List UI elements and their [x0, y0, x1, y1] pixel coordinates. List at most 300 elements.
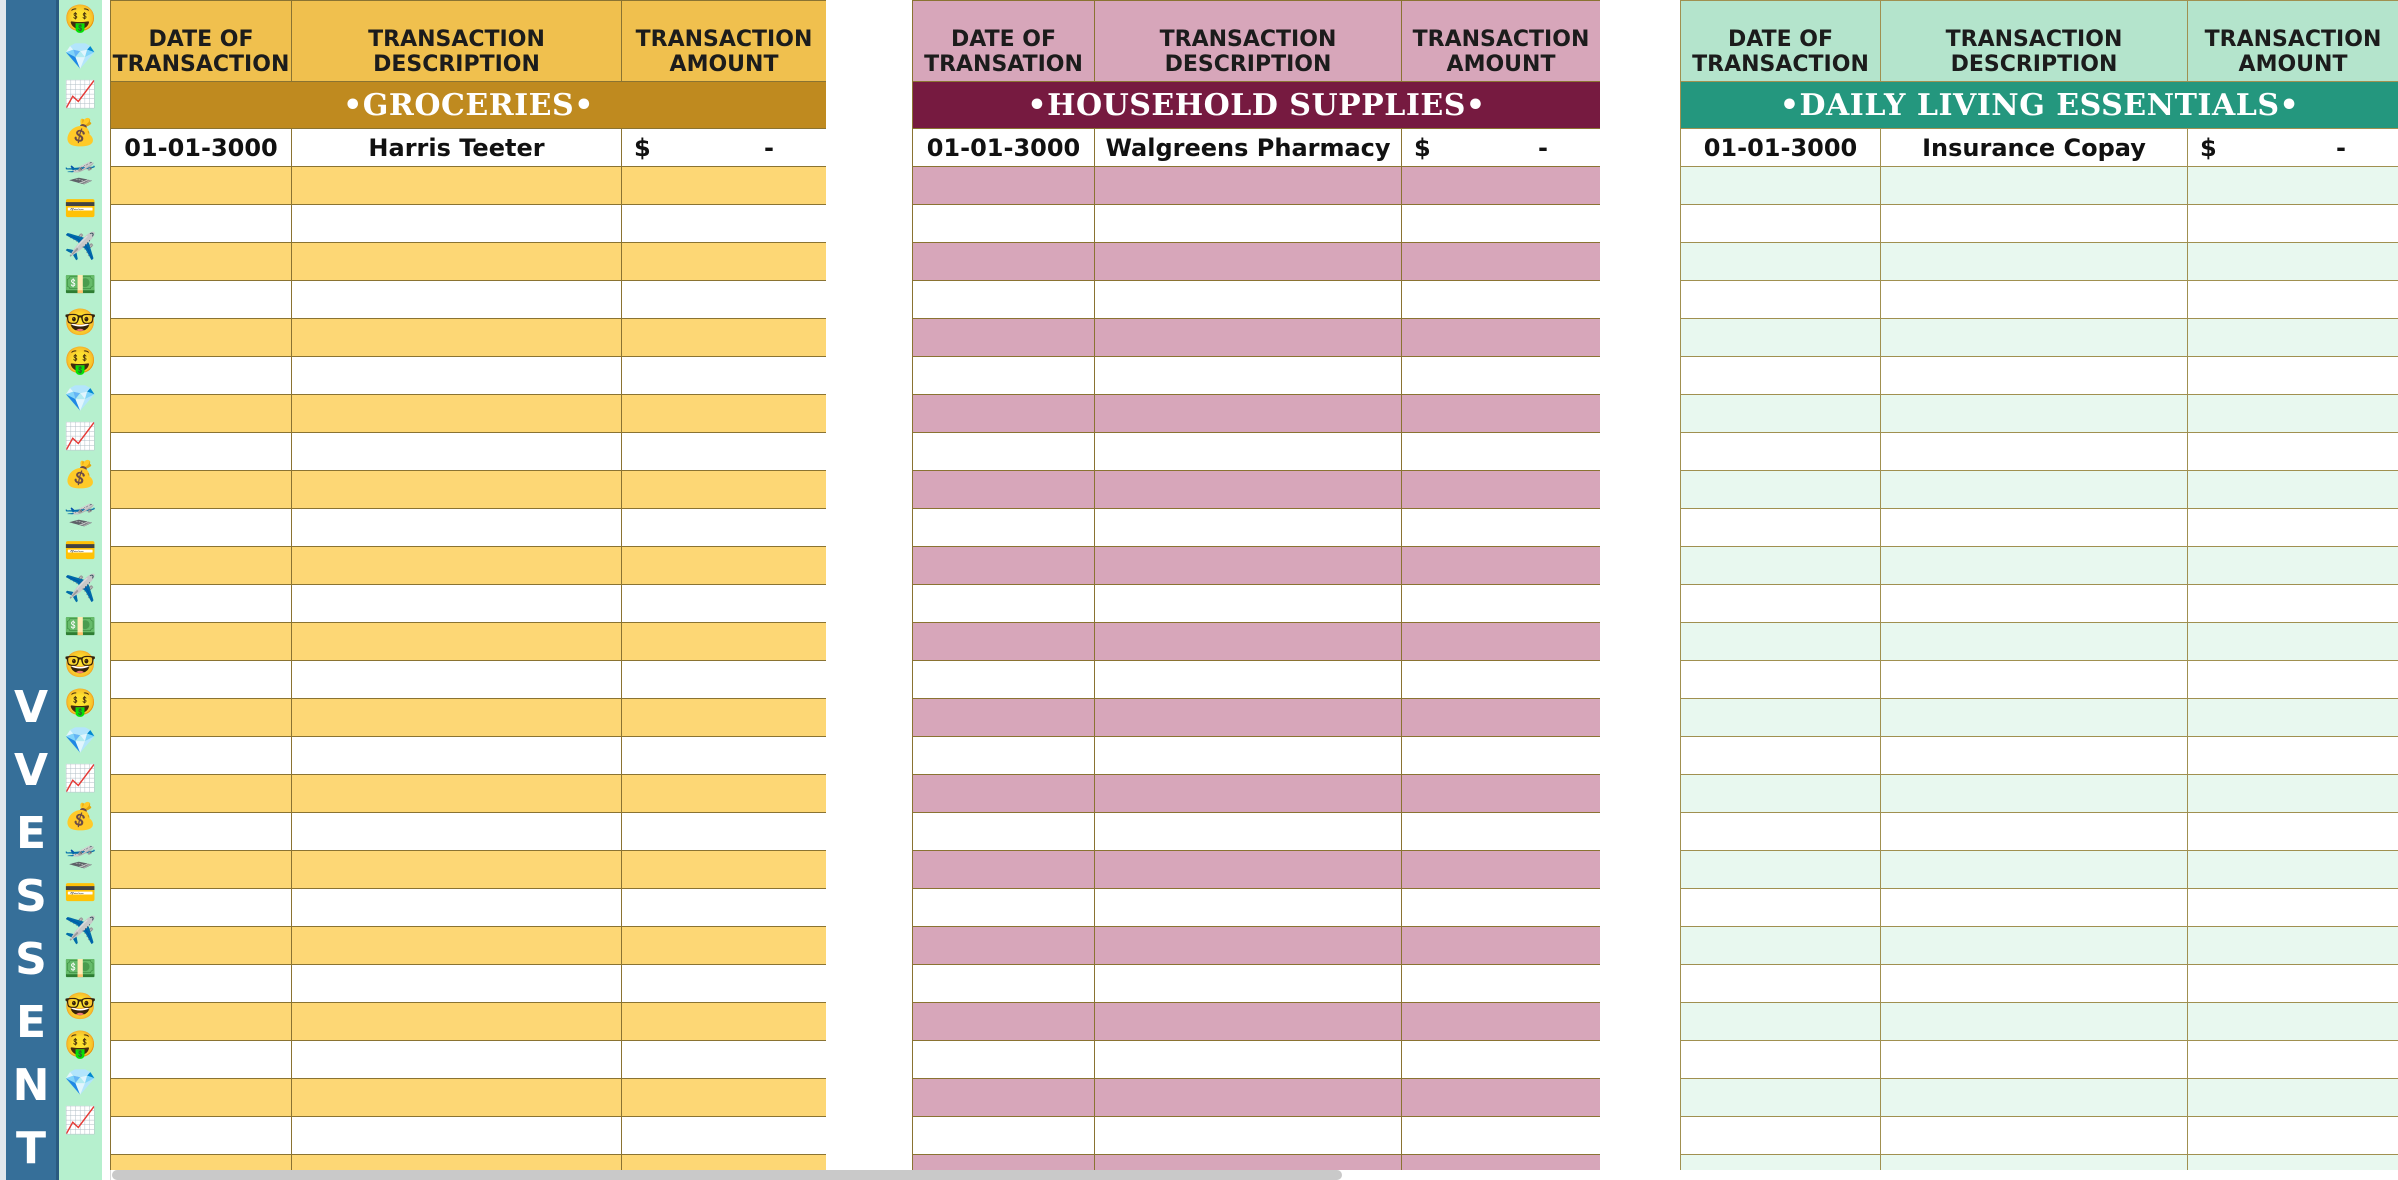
groceries-description-cell[interactable] [292, 167, 622, 205]
daily-date-cell[interactable] [1681, 585, 1881, 623]
daily-description-cell[interactable] [1881, 775, 2188, 813]
daily-date-cell[interactable] [1681, 357, 1881, 395]
household-date-cell[interactable] [913, 547, 1095, 585]
household-description-cell[interactable] [1095, 1003, 1402, 1041]
daily-amount-cell[interactable] [2188, 205, 2398, 243]
daily-date-cell[interactable]: 01-01-3000 [1681, 129, 1881, 167]
daily-description-cell[interactable] [1881, 433, 2188, 471]
household-date-cell[interactable] [913, 395, 1095, 433]
daily-date-cell[interactable] [1681, 471, 1881, 509]
household-date-cell[interactable] [913, 357, 1095, 395]
groceries-amount-cell[interactable] [622, 129, 827, 167]
household-date-cell[interactable] [913, 927, 1095, 965]
groceries-description-cell[interactable] [292, 205, 622, 243]
groceries-amount-cell[interactable] [622, 737, 827, 775]
household-date-cell[interactable] [913, 737, 1095, 775]
household-description-cell[interactable] [1095, 167, 1402, 205]
daily-amount-cell[interactable] [2188, 1003, 2398, 1041]
groceries-date-cell[interactable] [111, 471, 292, 509]
household-description-cell[interactable]: Walgreens Pharmacy [1095, 129, 1402, 167]
household-amount-cell[interactable] [1402, 433, 1601, 471]
household-description-cell[interactable] [1095, 775, 1402, 813]
daily-amount-cell[interactable] [2188, 927, 2398, 965]
groceries-date-cell[interactable] [111, 1041, 292, 1079]
household-amount-cell[interactable] [1402, 129, 1601, 167]
household-date-cell[interactable] [913, 509, 1095, 547]
daily-amount-cell[interactable] [2188, 661, 2398, 699]
daily-description-cell[interactable] [1881, 205, 2188, 243]
household-description-cell[interactable] [1095, 927, 1402, 965]
household-date-cell[interactable] [913, 585, 1095, 623]
household-amount-cell[interactable] [1402, 357, 1601, 395]
household-description-cell[interactable] [1095, 965, 1402, 1003]
household-amount-cell[interactable] [1402, 1003, 1601, 1041]
daily-description-cell[interactable] [1881, 585, 2188, 623]
groceries-description-cell[interactable] [292, 433, 622, 471]
daily-amount-cell[interactable] [2188, 319, 2398, 357]
groceries-date-cell[interactable] [111, 395, 292, 433]
household-description-header[interactable]: TRANSACTION DESCRIPTION [1095, 1, 1402, 82]
daily-description-cell[interactable] [1881, 1155, 2188, 1171]
daily-date-cell[interactable] [1681, 319, 1881, 357]
groceries-date-cell[interactable] [111, 889, 292, 927]
daily-amount-cell[interactable] [2188, 433, 2398, 471]
household-date-cell[interactable] [913, 851, 1095, 889]
household-description-cell[interactable] [1095, 1117, 1402, 1155]
groceries-amount-cell[interactable] [622, 965, 827, 1003]
household-description-cell[interactable] [1095, 851, 1402, 889]
groceries-amount-cell[interactable] [622, 813, 827, 851]
household-description-cell[interactable] [1095, 585, 1402, 623]
daily-date-cell[interactable] [1681, 509, 1881, 547]
daily-date-cell[interactable] [1681, 737, 1881, 775]
household-date-cell[interactable] [913, 433, 1095, 471]
household-date-cell[interactable] [913, 889, 1095, 927]
groceries-description-cell[interactable] [292, 1155, 622, 1171]
daily-description-cell[interactable] [1881, 395, 2188, 433]
household-amount-cell[interactable] [1402, 243, 1601, 281]
groceries-amount-cell[interactable] [622, 167, 827, 205]
emoji-icon: 🛫 [64, 498, 97, 528]
household-description-cell[interactable] [1095, 243, 1402, 281]
daily-description-cell[interactable] [1881, 661, 2188, 699]
daily-description-cell[interactable] [1881, 927, 2188, 965]
groceries-amount-cell[interactable] [622, 281, 827, 319]
daily-description-cell[interactable] [1881, 547, 2188, 585]
household-description-cell[interactable] [1095, 395, 1402, 433]
groceries-date-cell[interactable] [111, 965, 292, 1003]
daily-description-cell[interactable] [1881, 1041, 2188, 1079]
groceries-description-cell[interactable] [292, 1003, 622, 1041]
household-amount-cell[interactable] [1402, 281, 1601, 319]
daily-amount-cell[interactable] [2188, 1079, 2398, 1117]
daily-description-cell[interactable] [1881, 623, 2188, 661]
daily-date-cell[interactable] [1681, 1155, 1881, 1171]
vertical-title-letter: V [13, 745, 49, 796]
daily-date-cell[interactable] [1681, 547, 1881, 585]
horizontal-scrollbar[interactable] [112, 1170, 1342, 1180]
household-description-cell[interactable] [1095, 661, 1402, 699]
daily-description-cell[interactable] [1881, 965, 2188, 1003]
groceries-amount-cell[interactable] [622, 357, 827, 395]
household-date-cell[interactable] [913, 661, 1095, 699]
household-date-cell[interactable] [913, 1117, 1095, 1155]
daily-date-cell[interactable] [1681, 699, 1881, 737]
groceries-description-cell[interactable] [292, 357, 622, 395]
daily-description-cell[interactable] [1881, 1079, 2188, 1117]
household-description-cell[interactable] [1095, 509, 1402, 547]
household-amount-cell[interactable] [1402, 927, 1601, 965]
household-date-cell[interactable] [913, 167, 1095, 205]
daily-amount-cell[interactable] [2188, 129, 2398, 167]
daily-date-cell[interactable] [1681, 889, 1881, 927]
household-amount-cell[interactable] [1402, 623, 1601, 661]
groceries-date-cell[interactable]: 01-01-3000 [111, 129, 292, 167]
daily-date-cell[interactable] [1681, 775, 1881, 813]
table-row [913, 623, 1601, 661]
daily-amount-cell[interactable] [2188, 965, 2398, 1003]
table-row [913, 205, 1601, 243]
household-date-cell[interactable] [913, 281, 1095, 319]
daily-amount-cell[interactable] [2188, 509, 2398, 547]
daily-description-cell[interactable] [1881, 281, 2188, 319]
groceries-amount-cell[interactable] [622, 205, 827, 243]
groceries-amount-cell[interactable] [622, 1117, 827, 1155]
household-date-cell[interactable] [913, 1079, 1095, 1117]
groceries-date-cell[interactable] [111, 281, 292, 319]
household-amount-cell[interactable] [1402, 547, 1601, 585]
daily-amount-cell[interactable] [2188, 281, 2398, 319]
daily-date-cell[interactable] [1681, 1003, 1881, 1041]
emoji-icon: 📈 [64, 80, 97, 110]
groceries-date-cell[interactable] [111, 1079, 292, 1117]
daily-date-cell[interactable] [1681, 205, 1881, 243]
emoji-icon: 🤓 [64, 992, 97, 1022]
emoji-icon: 💰 [64, 118, 97, 148]
daily-amount-cell[interactable] [2188, 889, 2398, 927]
table-row [913, 1041, 1601, 1079]
household-amount-cell[interactable] [1402, 205, 1601, 243]
groceries-description-cell[interactable] [292, 623, 622, 661]
groceries-description-cell[interactable] [292, 243, 622, 281]
table-row [111, 243, 827, 281]
groceries-date-cell[interactable] [111, 509, 292, 547]
household-amount-cell[interactable] [1402, 889, 1601, 927]
daily-description-cell[interactable] [1881, 1003, 2188, 1041]
household-amount-cell[interactable] [1402, 471, 1601, 509]
daily-date-cell[interactable] [1681, 433, 1881, 471]
household-description-cell[interactable] [1095, 889, 1402, 927]
groceries-description-cell[interactable] [292, 1041, 622, 1079]
groceries-amount-cell[interactable] [622, 623, 827, 661]
daily-date-cell[interactable] [1681, 1117, 1881, 1155]
daily-description-cell[interactable] [1881, 319, 2188, 357]
household-description-cell[interactable] [1095, 1041, 1402, 1079]
household-date-cell[interactable] [913, 319, 1095, 357]
groceries-description-cell[interactable] [292, 471, 622, 509]
daily-description-cell[interactable] [1881, 471, 2188, 509]
household-description-cell[interactable] [1095, 357, 1402, 395]
groceries-amount-cell[interactable] [622, 243, 827, 281]
groceries-amount-cell[interactable] [622, 547, 827, 585]
groceries-description-cell[interactable] [292, 775, 622, 813]
household-date-cell[interactable] [913, 1041, 1095, 1079]
table-row [111, 471, 827, 509]
household-description-cell[interactable] [1095, 433, 1402, 471]
daily-date-cell[interactable] [1681, 167, 1881, 205]
groceries-description-cell[interactable] [292, 395, 622, 433]
groceries-amount-cell[interactable] [622, 1041, 827, 1079]
household-amount-cell[interactable] [1402, 319, 1601, 357]
groceries-amount-cell[interactable] [622, 661, 827, 699]
daily-date-cell[interactable] [1681, 813, 1881, 851]
table-row [1681, 129, 2398, 167]
groceries-date-cell[interactable] [111, 699, 292, 737]
groceries-description-cell[interactable] [292, 889, 622, 927]
groceries-description-cell[interactable] [292, 319, 622, 357]
groceries-description-cell[interactable] [292, 737, 622, 775]
household-description-cell[interactable] [1095, 547, 1402, 585]
groceries-amount-cell[interactable] [622, 1079, 827, 1117]
household-date-header[interactable]: DATE OF TRANSATION [913, 1, 1095, 82]
groceries-description-cell[interactable] [292, 927, 622, 965]
daily-date-cell[interactable] [1681, 927, 1881, 965]
daily-description-header[interactable]: TRANSACTION DESCRIPTION [1881, 1, 2188, 82]
table-row [111, 319, 827, 357]
emoji-icon: 📈 [64, 764, 97, 794]
daily-date-cell[interactable] [1681, 1079, 1881, 1117]
daily-amount-cell[interactable] [2188, 699, 2398, 737]
household-date-cell[interactable] [913, 205, 1095, 243]
groceries-description-cell[interactable] [292, 965, 622, 1003]
daily-amount-cell[interactable] [2188, 1117, 2398, 1155]
daily-amount-cell[interactable] [2188, 1155, 2398, 1171]
daily-date-cell[interactable] [1681, 243, 1881, 281]
household-date-cell[interactable] [913, 471, 1095, 509]
daily-amount-cell[interactable] [2188, 357, 2398, 395]
daily-description-cell[interactable] [1881, 813, 2188, 851]
daily-date-header[interactable]: DATE OF TRANSACTION [1681, 1, 1881, 82]
amount-value: - [1538, 133, 1548, 162]
groceries-date-header[interactable]: DATE OF TRANSACTION [111, 1, 292, 82]
groceries-description-cell[interactable]: Harris Teeter [292, 129, 622, 167]
household-amount-cell[interactable] [1402, 509, 1601, 547]
household-description-cell[interactable] [1095, 813, 1402, 851]
household-date-cell[interactable] [913, 1155, 1095, 1171]
groceries-amount-cell[interactable] [622, 889, 827, 927]
groceries-date-cell[interactable] [111, 661, 292, 699]
groceries-description-cell[interactable] [292, 585, 622, 623]
groceries-description-cell[interactable] [292, 509, 622, 547]
household-amount-cell[interactable] [1402, 1041, 1601, 1079]
daily-description-cell[interactable] [1881, 357, 2188, 395]
daily-description-cell[interactable] [1881, 699, 2188, 737]
household-amount-cell[interactable] [1402, 775, 1601, 813]
table-row [1681, 243, 2398, 281]
groceries-date-cell[interactable] [111, 1117, 292, 1155]
groceries-amount-cell[interactable] [622, 471, 827, 509]
emoji-icon: ✈️ [64, 916, 97, 946]
groceries-date-cell[interactable] [111, 205, 292, 243]
groceries-description-cell[interactable] [292, 661, 622, 699]
household-amount-cell[interactable] [1402, 699, 1601, 737]
household-date-cell[interactable] [913, 623, 1095, 661]
groceries-date-cell[interactable] [111, 813, 292, 851]
household-amount-cell[interactable] [1402, 395, 1601, 433]
household-date-cell[interactable] [913, 1003, 1095, 1041]
table-row [1681, 851, 2398, 889]
groceries-amount-cell[interactable] [622, 509, 827, 547]
daily-date-cell[interactable] [1681, 281, 1881, 319]
groceries-description-header[interactable]: TRANSACTION DESCRIPTION [292, 1, 622, 82]
groceries-amount-cell[interactable] [622, 395, 827, 433]
groceries-date-cell[interactable] [111, 319, 292, 357]
groceries-date-cell[interactable] [111, 433, 292, 471]
table-row [913, 357, 1601, 395]
table-row [1681, 471, 2398, 509]
daily-date-cell[interactable] [1681, 1041, 1881, 1079]
daily-date-cell[interactable] [1681, 395, 1881, 433]
household-description-cell[interactable] [1095, 737, 1402, 775]
table-row [913, 851, 1601, 889]
table-row [111, 965, 827, 1003]
groceries-amount-cell[interactable] [622, 1003, 827, 1041]
groceries-date-cell[interactable] [111, 775, 292, 813]
household-date-cell[interactable]: 01-01-3000 [913, 129, 1095, 167]
groceries-amount-header[interactable]: TRANSACTION AMOUNT [622, 1, 827, 82]
groceries-date-cell[interactable] [111, 927, 292, 965]
table-row [913, 1155, 1601, 1171]
household-date-cell[interactable] [913, 699, 1095, 737]
table-row [1681, 547, 2398, 585]
groceries-date-cell[interactable] [111, 1155, 292, 1171]
groceries-amount-cell[interactable] [622, 433, 827, 471]
household-description-cell[interactable] [1095, 623, 1402, 661]
household-date-cell[interactable] [913, 243, 1095, 281]
daily-date-cell[interactable] [1681, 965, 1881, 1003]
daily-description-cell[interactable] [1881, 509, 2188, 547]
household-description-cell[interactable] [1095, 281, 1402, 319]
groceries-amount-cell[interactable] [622, 775, 827, 813]
daily-amount-cell[interactable] [2188, 395, 2398, 433]
daily-amount-cell[interactable] [2188, 623, 2398, 661]
household-amount-cell[interactable] [1402, 851, 1601, 889]
groceries-amount-cell[interactable] [622, 699, 827, 737]
currency-symbol: $ [1414, 133, 1431, 162]
household-amount-cell[interactable] [1402, 661, 1601, 699]
groceries-description-cell[interactable] [292, 281, 622, 319]
table-row [913, 889, 1601, 927]
table-row [111, 623, 827, 661]
daily-amount-cell[interactable] [2188, 813, 2398, 851]
daily-amount-cell[interactable] [2188, 1041, 2398, 1079]
household-amount-cell[interactable] [1402, 167, 1601, 205]
daily-description-cell[interactable] [1881, 889, 2188, 927]
household-description-cell[interactable] [1095, 1155, 1402, 1171]
household-description-cell[interactable] [1095, 205, 1402, 243]
daily-description-cell[interactable] [1881, 243, 2188, 281]
household-amount-cell[interactable] [1402, 965, 1601, 1003]
groceries-description-cell[interactable] [292, 699, 622, 737]
household-description-cell[interactable] [1095, 1079, 1402, 1117]
daily-amount-header[interactable]: TRANSACTION AMOUNT [2188, 1, 2398, 82]
daily-description-cell[interactable] [1881, 851, 2188, 889]
household-description-cell[interactable] [1095, 319, 1402, 357]
household-date-cell[interactable] [913, 775, 1095, 813]
groceries-date-cell[interactable] [111, 357, 292, 395]
household-amount-cell[interactable] [1402, 1079, 1601, 1117]
daily-amount-cell[interactable] [2188, 775, 2398, 813]
groceries-description-cell[interactable] [292, 547, 622, 585]
groceries-amount-cell[interactable] [622, 927, 827, 965]
groceries-amount-cell[interactable] [622, 1155, 827, 1171]
emoji-icon: 📈 [64, 422, 97, 452]
daily-date-cell[interactable] [1681, 623, 1881, 661]
table-row [913, 1079, 1601, 1117]
household-amount-cell[interactable] [1402, 737, 1601, 775]
household-section-title[interactable]: •HOUSEHOLD SUPPLIES• [913, 82, 1601, 129]
table-row [913, 167, 1601, 205]
emoji-icon: 💵 [64, 954, 97, 984]
groceries-description-cell[interactable] [292, 1079, 622, 1117]
groceries-description-cell[interactable] [292, 851, 622, 889]
household-date-cell[interactable] [913, 965, 1095, 1003]
groceries-date-cell[interactable] [111, 243, 292, 281]
daily-description-cell[interactable] [1881, 1117, 2188, 1155]
household-amount-cell[interactable] [1402, 585, 1601, 623]
daily-amount-cell[interactable] [2188, 737, 2398, 775]
table-row [111, 1155, 827, 1171]
groceries-amount-cell[interactable] [622, 319, 827, 357]
daily-description-cell[interactable]: Insurance Copay [1881, 129, 2188, 167]
daily-amount-cell[interactable] [2188, 547, 2398, 585]
daily-amount-cell[interactable] [2188, 167, 2398, 205]
groceries-date-cell[interactable] [111, 167, 292, 205]
daily-description-cell[interactable] [1881, 167, 2188, 205]
daily-section-title[interactable]: •DAILY LIVING ESSENTIALS• [1681, 82, 2398, 129]
groceries-amount-cell[interactable] [622, 585, 827, 623]
groceries-amount-cell[interactable] [622, 851, 827, 889]
daily-date-cell[interactable] [1681, 661, 1881, 699]
emoji-icon: 💰 [64, 460, 97, 490]
household-description-cell[interactable] [1095, 471, 1402, 509]
groceries-date-cell[interactable] [111, 547, 292, 585]
daily-amount-cell[interactable] [2188, 243, 2398, 281]
daily-amount-cell[interactable] [2188, 585, 2398, 623]
emoji-icon: ✈️ [64, 232, 97, 262]
groceries-date-cell[interactable] [111, 851, 292, 889]
groceries-date-cell[interactable] [111, 585, 292, 623]
table-row [913, 699, 1601, 737]
household-amount-cell[interactable] [1402, 1155, 1601, 1171]
groceries-description-cell[interactable] [292, 813, 622, 851]
household-date-cell[interactable] [913, 813, 1095, 851]
groceries-date-cell[interactable] [111, 623, 292, 661]
groceries-date-cell[interactable] [111, 1003, 292, 1041]
daily-description-cell[interactable] [1881, 737, 2188, 775]
household-amount-header[interactable]: TRANSACTION AMOUNT [1402, 1, 1601, 82]
daily-amount-cell[interactable] [2188, 471, 2398, 509]
household-amount-cell[interactable] [1402, 813, 1601, 851]
table-row [913, 433, 1601, 471]
groceries-description-cell[interactable] [292, 1117, 622, 1155]
daily-amount-cell[interactable] [2188, 851, 2398, 889]
groceries-date-cell[interactable] [111, 737, 292, 775]
groceries-section-title[interactable]: •GROCERIES• [111, 82, 827, 129]
household-amount-cell[interactable] [1402, 1117, 1601, 1155]
household-description-cell[interactable] [1095, 699, 1402, 737]
daily-date-cell[interactable] [1681, 851, 1881, 889]
